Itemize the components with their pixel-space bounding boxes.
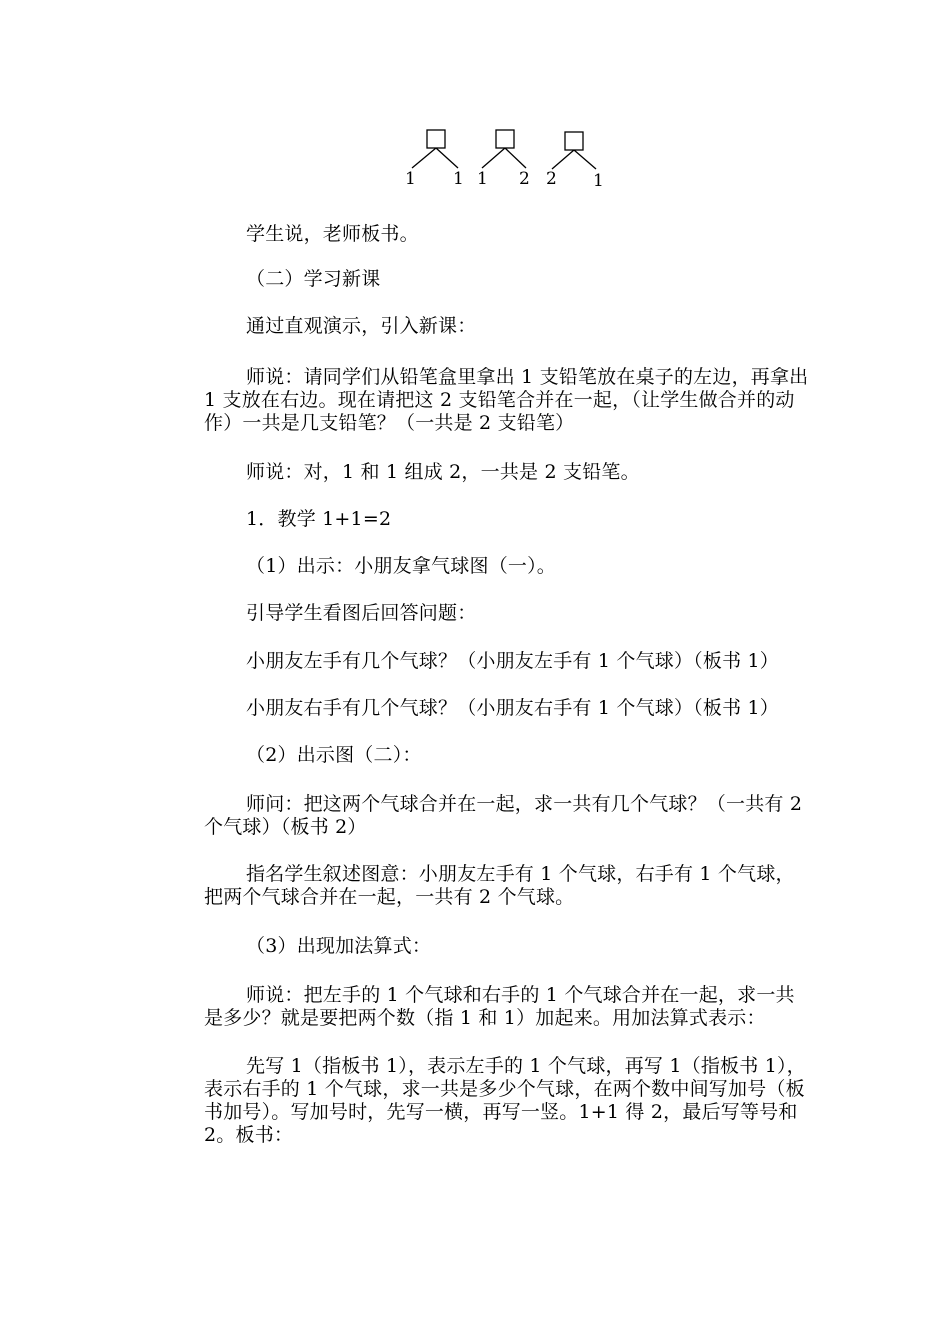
paragraph-student-says: 学生说，老师板书。 <box>246 223 419 245</box>
heading-teach-addition: 1．教学 1+1=2 <box>246 508 392 530</box>
paragraph-right-hand-question: 小朋友右手有几个气球？（小朋友右手有 1 个气球）（板书 1） <box>246 697 779 719</box>
composition-tree-1 <box>405 130 464 189</box>
composition-tree-2 <box>477 130 530 189</box>
paragraph-pencil-demo: 师说：请同学们从铅笔盒里拿出 1 支铅笔放在桌子的左边，再拿出 1 支放在右边。现在请把这 2 支铅笔合并在一起，（让学生做合并的动作）一共是几支铅笔？（一共是 2 支铅笔） <box>204 366 809 434</box>
section-heading-new-lesson: （二）学习新课 <box>246 268 381 290</box>
paragraph-one-and-one: 师说：对，1 和 1 组成 2，一共是 2 支铅笔。 <box>246 461 640 483</box>
paragraph-teacher-explains: 师说：把左手的 1 个气球和右手的 1 个气球合并在一起，求一共是多少？就是要把两个数（指 1 和 1）加起来。用加法算式表示： <box>204 984 795 1029</box>
paragraph-show-picture-2: （2）出示图（二）： <box>246 744 422 766</box>
branch-left <box>482 148 505 168</box>
composition-trees <box>395 120 615 200</box>
branch-right <box>505 148 526 168</box>
paragraph-describe-picture: 指名学生叙述图意：小朋友左手有 1 个气球，右手有 1 个气球，把两个气球合并在一起，一共有 2 个气球。 <box>204 863 795 908</box>
blank-box <box>496 130 514 148</box>
branch-left <box>412 148 436 168</box>
branch-right <box>436 148 458 168</box>
paragraph-intro: 通过直观演示，引入新课： <box>246 315 477 337</box>
composition-tree-3 <box>546 132 604 191</box>
number-composition-diagram <box>395 120 615 200</box>
blank-box <box>427 130 445 148</box>
tree-1-left-number: 1 <box>405 169 416 189</box>
paragraph-writing-steps: 先写 1（指板书 1），表示左手的 1 个气球，再写 1（指板书 1），表示右手的 1 个气球，求一共是多少个气球，在两个数中间写加号（板书加号）。写加号时，先写一横，再写一竖。1+1 得 2，最后写等号和 2。板书： <box>204 1055 806 1146</box>
paragraph-teacher-asks: 师问：把这两个气球合并在一起，求一共有几个气球？（一共有 2 个气球）（板书 2） <box>204 793 803 838</box>
paragraph-show-picture-1: （1）出示：小朋友拿气球图（一）。 <box>246 555 556 577</box>
paragraph-left-hand-question: 小朋友左手有几个气球？（小朋友左手有 1 个气球）（板书 1） <box>246 650 779 672</box>
branch-right <box>574 150 596 169</box>
paragraph-guide-students: 引导学生看图后回答问题： <box>246 602 477 624</box>
branch-left <box>552 150 574 169</box>
tree-3-right-number: 1 <box>593 171 604 191</box>
blank-box <box>565 132 583 150</box>
tree-2-left-number: 1 <box>477 169 488 189</box>
paragraph-addition-formula: （3）出现加法算式： <box>246 935 432 957</box>
tree-2-right-number: 2 <box>519 169 530 189</box>
tree-1-right-number: 1 <box>453 169 464 189</box>
tree-3-left-number: 2 <box>546 169 557 189</box>
